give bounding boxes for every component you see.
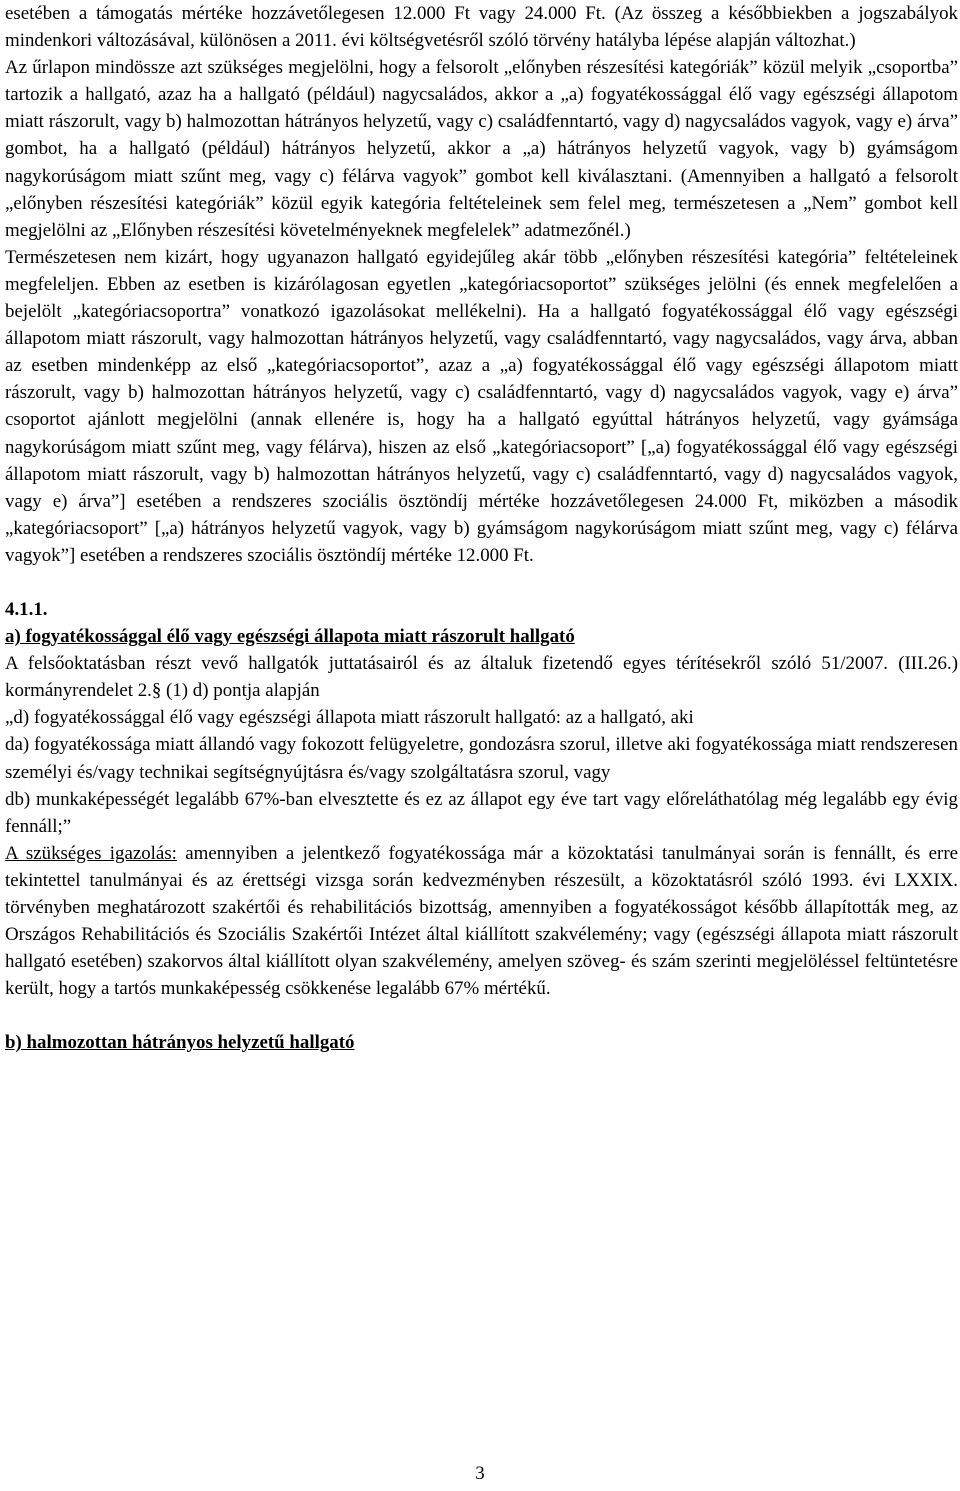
- legal-reference: A felsőoktatásban részt vevő hallgatók juttatásairól és az általuk fizetendő egyes térítésekről szóló 51/2007. (III.26.) kormányrendelet 2.§ (1) d) pontja alapján: [5, 653, 958, 702]
- paragraph-support-amount: esetében a támogatás mértéke hozzávetőlegesen 12.000 Ft vagy 24.000 Ft. (Az összeg a későbbiekben a jogszabályok mindenkori változásával, különösen a 2011. évi költségvetésről szóló törvény hatályba lépése alapján változhat.): [5, 3, 958, 52]
- section-number: 4.1.1.: [5, 598, 48, 620]
- document-page: [5, 0, 958, 1056]
- required-proof-text: amennyiben a jelentkező fogyatékossága már a közoktatási tanulmányai során is fennállt, és erre tekintettel tanulmányai és az érettségi vizsga során kedvezményben részesült, a közoktatásról szóló 1993. évi LXXIX. törvényben meghatározott szakértői és rehabilitációs bizottság, amennyiben a fogyatékosságot később állapították meg, az Országos Rehabilitációs és Szociális Szakértői Intézet által kiállított szakvélemény; vagy (egészségi állapota miatt rászorult hallgató esetében) szakorvos által kiállított olyan szakvélemény, amelyen szöveg- és szám szerinti megjelöléssel feltüntetésre került, hogy a tartós munkaképesség csökkenése legalább 67% mértékű.: [5, 842, 958, 1000]
- section-heading-a: a) fogyatékossággal élő vagy egészségi állapota miatt rászorult hallgató: [5, 626, 575, 648]
- paragraph-multiple-categories: Természetesen nem kizárt, hogy ugyanazon hallgató egyidejűleg akár több „előnyben részesítési kategória” feltételeinek megfeleljen. Ebben az esetben is kizárólagosan egyetlen „kategóriacsoportot” szükséges jelölni (és ennek megfelelően a bejelölt „kategóriacsoportra” vonatkozó igazolásokat mellékelni). Ha a hallgató fogyatékossággal élő vagy egészségi állapotom miatt rászorult, vagy halmozottan hátrányos helyzetű, vagy családfenntartó, vagy nagycsaládos, vagy árva, abban az esetben mindenképp az első „kategóriacsoportot”, azaz a „a) fogyatékossággal élő vagy egészségi állapotom miatt rászorult, vagy b) halmozottan hátrányos helyzetű, vagy c) családfenntartó, vagy d) nagycsaládos vagyok, vagy e) árva” csoportot ajánlott megjelölni (annak ellenére is, hogy ha a hallgató egyúttal hátrányos helyzetű, vagy gyámsága nagykorúságom miatt szűnt meg, vagy félárva), hiszen az első „kategóriacsoport” [„a) fogyatékossággal élő vagy egészségi állapotom miatt rászorult, vagy b) halmozottan hátrányos helyzetű, vagy c) családfenntartó, vagy d) nagycsaládos vagyok, vagy e) árva”] esetében a rendszeres szociális ösztöndíj mértéke hozzávetőlegesen 24.000 Ft, miközben a második „kategóriacsoport” [„a) hátrányos helyzetű vagyok, vagy b) gyámságom nagykorúságom miatt szűnt meg, vagy c) félárva vagyok”] esetében a rendszeres szociális ösztöndíj mértéke 12.000 Ft.: [5, 246, 958, 566]
- required-proof-paragraph: [5, 840, 958, 1003]
- clause-da: da) fogyatékossága miatt állandó vagy fokozott felügyeletre, gondozásra szorul, illetve aki fogyatékossága miatt rendszeresen személyi és/vagy technikai segítségnyújtásra és/vagy szolgáltatásra szorul, vagy: [5, 734, 958, 783]
- spacer: [5, 569, 958, 596]
- spacer: [5, 1002, 958, 1029]
- required-proof-label: A szükséges igazolás:: [5, 842, 177, 864]
- page-number: 3: [475, 1463, 485, 1484]
- quote-definition-d: „d) fogyatékossággal élő vagy egészségi állapota miatt rászorult hallgató: az a hallgató, aki: [5, 707, 694, 729]
- section-heading-b: b) halmozottan hátrányos helyzetű hallgató: [5, 1032, 355, 1054]
- paragraph-form-instructions: Az űrlapon mindössze azt szükséges megjelölni, hogy a felsorolt „előnyben részesítési kategóriák” közül melyik „csoportba” tartozik a hallgató, azaz ha a hallgató (például) nagycsaládos, akkor a „a) fogyatékossággal élő vagy egészségi állapotom miatt rászorult, vagy b) halmozottan hátrányos helyzetű, vagy c) családfenntartó, vagy d) nagycsaládos vagyok, vagy e) árva” gombot, ha a hallgató (például) hátrányos helyzetű, akkor a „a) hátrányos helyzetű vagyok, vagy b) gyámságom nagykorúságom miatt szűnt meg, vagy c) félárva vagyok” gombot kell kiválasztani. (Amennyiben a hallgató a felsorolt „előnyben részesítési kategóriák” közül egyik kategória feltételeinek sem felel meg, természetesen a „Nem” gombot kell megjelölni az „Előnyben részesítési követelményeknek megfelelek” adatmezőnél.): [5, 57, 958, 241]
- clause-db: db) munkaképességét legalább 67%-ban elvesztette és ez az állapot egy éve tart vagy előreláthatólag még legalább egy évig fennáll;”: [5, 788, 958, 837]
